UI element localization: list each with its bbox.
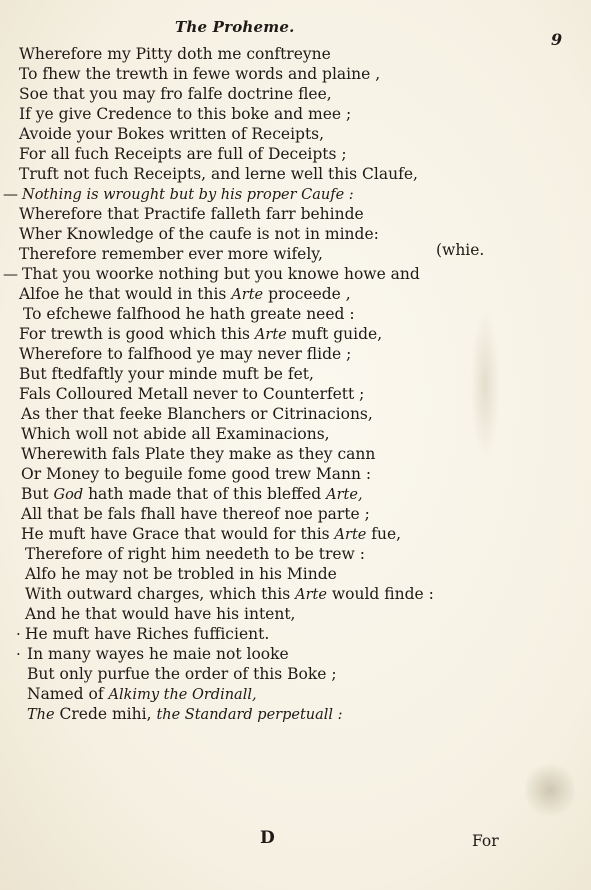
verse-line — [19, 384, 364, 404]
verse-line — [25, 584, 434, 604]
turnover-word: (whie. — [436, 241, 485, 259]
verse-line — [25, 604, 296, 624]
verse-line — [19, 224, 379, 244]
verse-line — [19, 164, 418, 184]
verse-line — [21, 464, 371, 484]
verse-line — [19, 204, 364, 224]
verse-text: All that be fals fhall have thereof noe parte ; — [21, 505, 370, 523]
verse-line — [19, 364, 314, 384]
verse-line — [21, 504, 370, 524]
verse-line — [19, 84, 332, 104]
verse-line — [25, 624, 269, 644]
verse-text: If ye give Credence to this boke and mee ; — [19, 105, 352, 123]
verse-text: Fals Colloured Metall never to Counterfett ; — [19, 385, 365, 403]
verse-line — [21, 404, 373, 424]
verse-text: Truft not fuch Receipts, and lerne well this Claufe, — [19, 165, 418, 183]
verse-text: That you woorke nothing but you knowe howe and — [22, 265, 420, 283]
verse-line — [25, 544, 365, 564]
verse-line — [23, 304, 355, 324]
verse-text: hath made that of this bleffed — [83, 485, 327, 503]
verse-line — [19, 44, 331, 64]
verse-italic: Arte — [334, 527, 367, 543]
verse-text: As ther that feeke Blanchers or Citrinacions, — [21, 405, 373, 423]
verse-text: Wherewith fals Plate they make as they cann — [21, 445, 376, 463]
running-header: The Proheme. — [175, 18, 295, 36]
verse-text: muft guide, — [286, 325, 383, 343]
page-number: 9 — [551, 30, 563, 49]
verse-line — [19, 144, 347, 164]
verse-line — [21, 484, 363, 504]
catchword: For — [472, 832, 499, 850]
margin-dash: — — [3, 185, 18, 203]
verse-text: Wherefore to falfhood ye may never flide ; — [19, 345, 352, 363]
verse-text: To fhew the trewth in fewe words and plaine , — [19, 65, 381, 83]
signature-mark: D — [260, 828, 275, 848]
verse-text: For all fuch Receipts are full of Deceipts ; — [19, 145, 347, 163]
verse-line — [19, 124, 324, 144]
verse-text: Which woll not abide all Examinacions, — [21, 425, 330, 443]
verse-text: Wherefore my Pitty doth me conftreyne — [19, 45, 331, 63]
verse-italic: Nothing is wrought but by his proper Caufe : — [22, 187, 354, 203]
verse-text: Wher Knowledge of the caufe is not in minde: — [19, 225, 379, 243]
verse-line — [27, 704, 343, 724]
verse-text: fue, — [366, 525, 402, 543]
verse-line — [21, 524, 401, 544]
margin-dash: — — [3, 265, 18, 283]
verse-text: Alfo he may not be trobled in his Minde — [25, 565, 337, 583]
verse-line — [21, 424, 330, 444]
verse-text: Or Money to beguile fome good trew Mann : — [21, 465, 372, 483]
verse-line — [19, 64, 380, 84]
verse-line — [22, 264, 420, 284]
verse-italic: The — [27, 707, 55, 723]
verse-text: Soe that you may fro falfe doctrine flee, — [19, 85, 332, 103]
verse-line — [19, 244, 323, 264]
verse-line — [22, 184, 354, 204]
verse-line — [19, 324, 382, 344]
verse-text: He muft have Riches fufficient. — [25, 625, 270, 643]
verse-italic: Arte — [295, 587, 327, 603]
verse-text: Alfoe he that would in this — [19, 285, 232, 303]
verse-line — [27, 684, 257, 704]
verse-text: But ftedfaftly your minde muft be fet, — [19, 365, 314, 383]
verse-text: Therefore remember ever more wifely, — [19, 245, 323, 263]
verse-italic: Arte, — [326, 487, 363, 503]
verse-text: But — [21, 485, 54, 503]
verse-line — [19, 284, 351, 304]
paper-stain — [525, 760, 575, 820]
margin-dash: · — [16, 645, 21, 663]
verse-text: With outward charges, which this — [25, 585, 296, 603]
verse-text: Avoide your Bokes written of Receipts, — [19, 125, 325, 143]
verse-text: Named of — [27, 685, 109, 703]
verse-text: For trewth is good which this — [19, 325, 255, 343]
margin-dash: · — [16, 625, 21, 643]
verse-line — [25, 564, 337, 584]
verse-text: Wherefore that Practife falleth farr behinde — [19, 205, 364, 223]
verse-italic: God — [53, 487, 84, 503]
verse-line — [19, 344, 351, 364]
verse-line — [19, 104, 351, 124]
paper-stain — [470, 310, 500, 460]
verse-text: Therefore of right him needeth to be trew : — [25, 545, 365, 563]
verse-text: In many wayes he maie not looke — [27, 645, 289, 663]
verse-text: proceede , — [263, 285, 351, 303]
verse-italic: the Standard perpetuall : — [156, 707, 343, 723]
verse-line — [27, 644, 289, 664]
verse-line — [21, 444, 375, 464]
verse-italic: Arte — [231, 287, 264, 303]
verse-text: To efchewe falfhood he hath greate need : — [23, 305, 355, 323]
verse-text: And he that would have his intent, — [25, 605, 296, 623]
verse-text: would finde : — [326, 585, 434, 603]
verse-text: But only purfue the order of this Boke ; — [27, 665, 337, 683]
verse-italic: Arte — [254, 327, 287, 343]
verse-text: He muft have Grace that would for this — [21, 525, 335, 543]
verse-line — [27, 664, 337, 684]
verse-italic: Alkimy the Ordinall, — [108, 687, 257, 703]
verse-text: Crede mihi, — [54, 705, 157, 723]
